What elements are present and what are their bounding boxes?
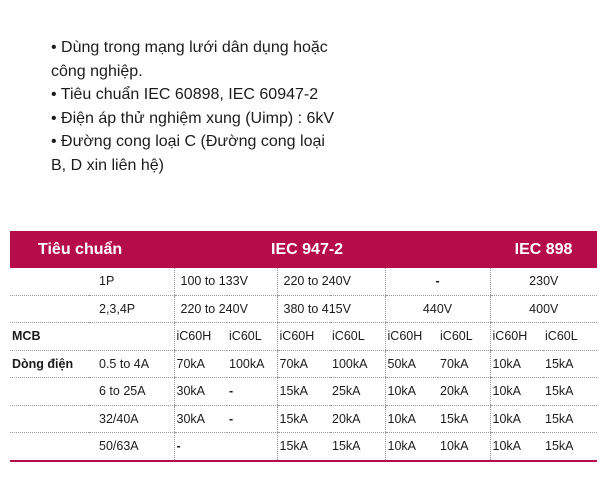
model-cell: iC60H	[385, 323, 438, 351]
current-range: 32/40A	[89, 405, 174, 433]
capacity-cell: -	[174, 433, 227, 461]
voltage-cell: 220 to 240V	[174, 295, 277, 323]
model-cell: iC60H	[174, 323, 227, 351]
voltage-cell: 440V	[385, 295, 490, 323]
capacity-cell: 50kA	[385, 350, 438, 378]
capacity-cell: 100kA	[227, 350, 277, 378]
capacity-cell	[227, 433, 277, 461]
capacity-cell: 20kA	[438, 378, 490, 406]
capacity-cell: 20kA	[330, 405, 385, 433]
bullet-line: • Đường cong loại C (Đường cong loại	[51, 133, 325, 150]
model-cell: iC60L	[227, 323, 277, 351]
capacity-cell: 15kA	[277, 405, 330, 433]
capacity-cell: 70kA	[174, 350, 227, 378]
table-row	[10, 350, 597, 378]
bullet-line: • Dùng trong mạng lưới dân dụng hoặc	[51, 39, 328, 56]
capacity-cell: 15kA	[330, 433, 385, 461]
voltage-cell: 230V	[490, 268, 597, 295]
pole-label: 2,3,4P	[89, 295, 174, 323]
bullet-line: • Điện áp thử nghiệm xung (Uimp) : 6kV	[51, 109, 335, 127]
capacity-cell: 15kA	[277, 433, 330, 461]
table-row	[10, 378, 597, 406]
capacity-cell: -	[227, 405, 277, 433]
row-label-mcb: MCB	[10, 323, 89, 351]
model-cell: iC60H	[277, 323, 330, 351]
capacity-cell: 25kA	[330, 378, 385, 406]
header-standard: Tiêu chuẩn	[10, 231, 227, 268]
current-range: 6 to 25A	[89, 378, 174, 406]
header-iec-947-2: IEC 947-2	[227, 231, 490, 268]
capacity-cell: 30kA	[174, 378, 227, 406]
model-cell: iC60L	[543, 323, 597, 351]
current-range: 50/63A	[89, 433, 174, 461]
capacity-cell: 10kA	[385, 405, 438, 433]
voltage-cell: 220 to 240V	[277, 268, 385, 295]
model-cell: iC60H	[490, 323, 543, 351]
table-row	[10, 295, 597, 323]
capacity-cell: 10kA	[385, 378, 438, 406]
table-row	[10, 433, 597, 461]
capacity-cell: 15kA	[543, 350, 597, 378]
capacity-cell: 10kA	[490, 433, 543, 461]
capacity-cell: 10kA	[385, 433, 438, 461]
capacity-cell: 10kA	[490, 350, 543, 378]
capacity-cell: 10kA	[490, 405, 543, 433]
capacity-cell: 15kA	[277, 378, 330, 406]
header-iec-898: IEC 898	[490, 231, 597, 268]
capacity-cell: 15kA	[543, 433, 597, 461]
voltage-cell: 400V	[490, 295, 597, 323]
model-cell: iC60L	[438, 323, 490, 351]
bullet-line: B, D xin liên hệ)	[51, 156, 164, 174]
table-row	[10, 405, 597, 433]
capacity-cell: 100kA	[330, 350, 385, 378]
current-range: 0.5 to 4A	[89, 350, 174, 378]
spec-table	[10, 231, 597, 462]
capacity-cell: 15kA	[543, 378, 597, 406]
feature-list	[51, 36, 451, 177]
table-header-row	[10, 231, 597, 268]
capacity-cell: 30kA	[174, 405, 227, 433]
bullet-line: • Tiêu chuẩn IEC 60898, IEC 60947-2	[51, 86, 319, 103]
bullet-line: công nghiệp.	[51, 62, 143, 80]
voltage-cell: 380 to 415V	[277, 295, 385, 323]
capacity-cell: 10kA	[490, 378, 543, 406]
capacity-cell: 15kA	[543, 405, 597, 433]
model-cell: iC60L	[330, 323, 385, 351]
capacity-cell: 70kA	[438, 350, 490, 378]
capacity-cell: -	[227, 378, 277, 406]
table-row	[10, 323, 597, 351]
voltage-cell: -	[385, 268, 490, 295]
capacity-cell: 10kA	[438, 433, 490, 461]
table-row	[10, 268, 597, 295]
capacity-cell: 70kA	[277, 350, 330, 378]
pole-label: 1P	[89, 268, 174, 295]
row-label-current: Dòng điện	[10, 350, 89, 378]
capacity-cell: 15kA	[438, 405, 490, 433]
voltage-cell: 100 to 133V	[174, 268, 277, 295]
